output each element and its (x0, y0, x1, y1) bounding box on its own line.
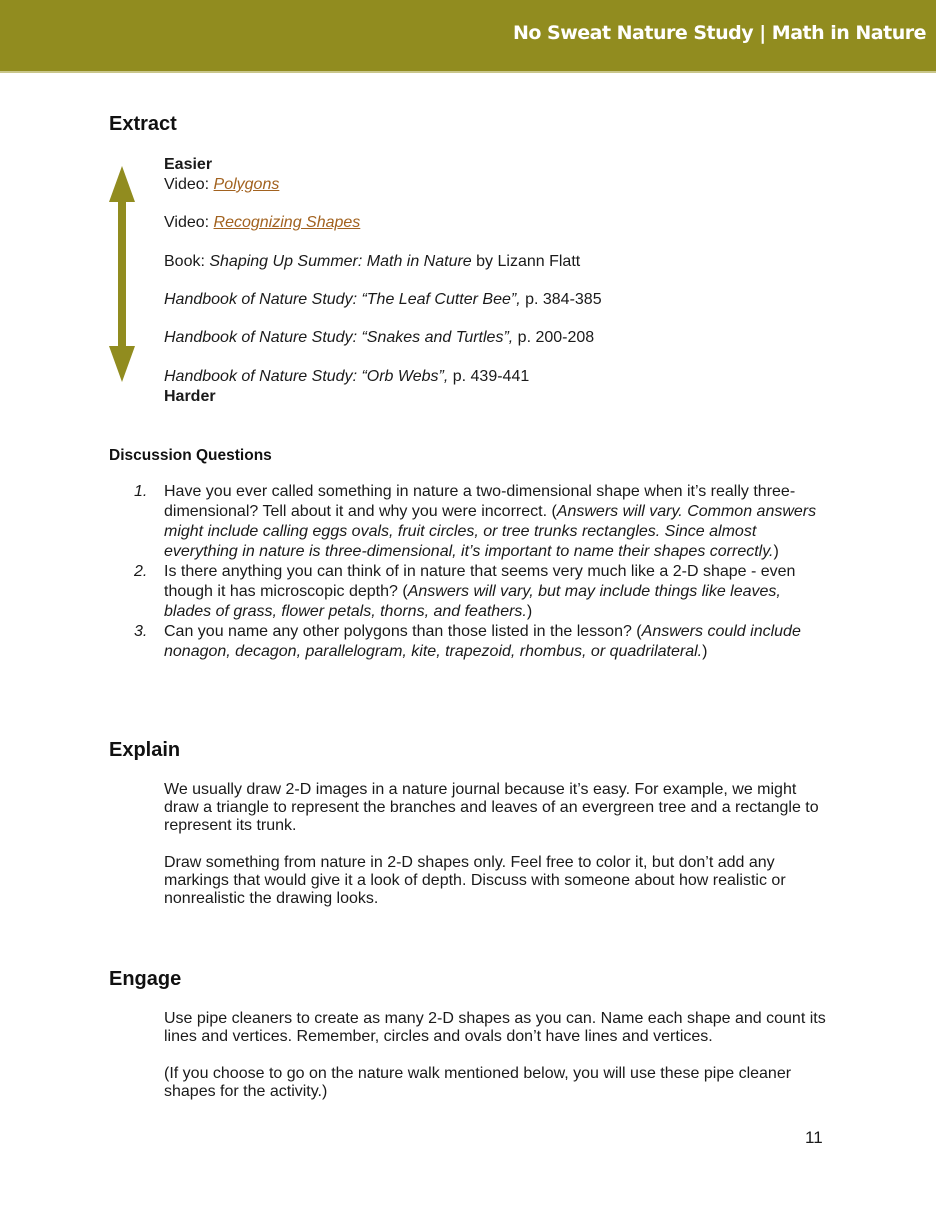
double-headed-arrow-icon (108, 166, 136, 382)
handbook-pages: p. 384-385 (520, 291, 602, 308)
handbook-title: Handbook of Nature Study: “The Leaf Cutter Bee”, (164, 291, 521, 308)
question-item (134, 482, 824, 562)
question-number: 2. (134, 563, 148, 580)
resource-handbook-orb-webs (164, 367, 529, 387)
resource-handbook-snakes-turtles (164, 328, 594, 348)
header-title: No Sweat Nature Study | Math in Nature (512, 22, 926, 44)
handbook-pages: p. 200-208 (513, 329, 595, 346)
question-item (134, 622, 824, 662)
question-item (134, 562, 824, 622)
book-title: Shaping Up Summer: Math in Nature (209, 253, 472, 270)
question-answer: Answers will vary. Common answers might include calling eggs ovals, fruit circles, or tree trunks rectangles. Since almost everything in nature is three-dimensional, it’s important to name their shapes correctly. (164, 503, 817, 560)
harder-label: Harder (164, 388, 216, 405)
question-answer: Answers could include nonagon, decagon, parallelogram, kite, trapezoid, rhombus, or quadrilateral. (164, 623, 801, 660)
explain-heading: Explain (109, 739, 181, 761)
resource-prefix: Video: (164, 214, 214, 231)
question-text: Have you ever called something in nature a two-dimensional shape when it’s really three-dimensional? Tell about it and why you were incorrect. ( (164, 483, 796, 520)
resource-book (164, 252, 580, 272)
recognizing-shapes-video-link[interactable]: Recognizing Shapes (213, 214, 361, 231)
explain-paragraph: Draw something from nature in 2-D shapes only. Feel free to color it, but don’t add any markings that would give it a look of depth. Discuss with someone about how realistic or nonrealistic the drawing looks. (164, 854, 786, 907)
handbook-pages: p. 439-441 (448, 368, 530, 385)
question-number: 3. (134, 623, 148, 640)
discussion-question-list (134, 482, 824, 662)
resource-prefix: Video: (164, 176, 214, 193)
resource-video-recognizing-shapes (164, 213, 360, 233)
resource-video-polygons (164, 175, 279, 195)
resource-handbook-leaf-cutter-bee (164, 290, 602, 310)
extract-heading: Extract (109, 113, 177, 135)
question-close-paren: ) (526, 603, 533, 620)
explain-paragraph: We usually draw 2-D images in a nature journal because it’s easy. For example, we might draw a triangle to represent the branches and leaves of an evergreen tree and a rectangle to represent its trunk. (164, 781, 819, 834)
engage-heading: Engage (109, 968, 182, 990)
question-close-paren: ) (702, 643, 708, 660)
handbook-title: Handbook of Nature Study: “Orb Webs”, (164, 368, 449, 385)
engage-paragraph: (If you choose to go on the nature walk mentioned below, you will use these pipe cleaner shapes for the activity.) (164, 1065, 792, 1100)
page-header-banner (0, 0, 936, 71)
polygons-video-link[interactable]: Polygons (213, 176, 280, 193)
header-divider (0, 71, 936, 73)
book-author: by Lizann Flatt (471, 253, 581, 270)
question-text: Can you name any other polygons than those listed in the lesson? ( (164, 623, 642, 640)
question-answer: Answers will vary, but may include things like leaves, blades of grass, flower petals, thorns, and feathers. (164, 583, 781, 620)
question-number: 1. (134, 483, 148, 500)
question-text: Is there anything you can think of in nature that seems very much like a 2-D shape - even though it has microscopic depth? ( (164, 563, 796, 600)
page-number: 11 (805, 1128, 823, 1147)
handbook-title: Handbook of Nature Study: “Snakes and Turtles”, (164, 329, 514, 346)
question-close-paren: ) (773, 543, 779, 560)
engage-paragraph: Use pipe cleaners to create as many 2-D shapes as you can. Name each shape and count its lines and vertices. Remember, circles and ovals don’t have lines and vertices. (164, 1010, 826, 1045)
easier-label: Easier (164, 156, 213, 173)
discussion-questions-heading: Discussion Questions (109, 447, 272, 464)
resource-prefix: Book: (164, 253, 210, 270)
